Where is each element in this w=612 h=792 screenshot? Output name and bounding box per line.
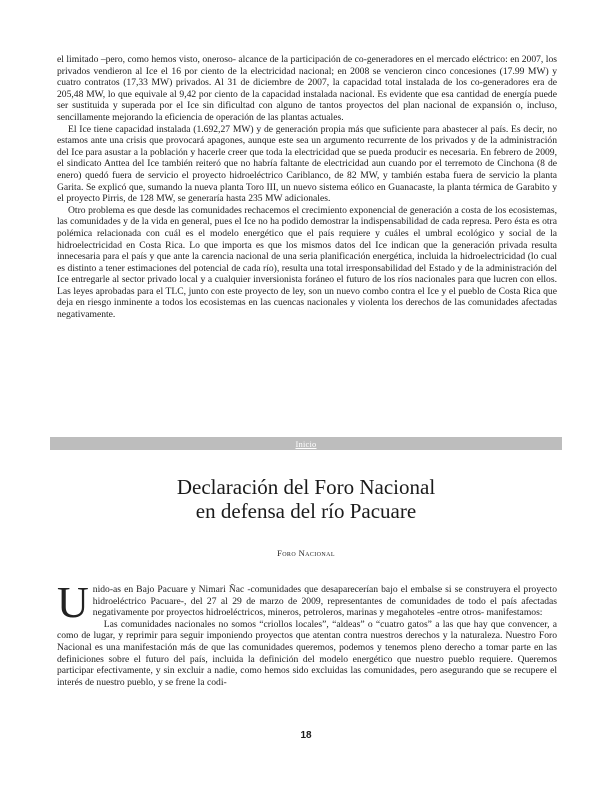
paragraph: El Ice tiene capacidad instalada (1.692,27 MW) y de generación propia más que suficiente para abastecer al país. Es decir, no estamos ante una crisis que provocará apagones, aunque este sea un argumento recurrente de los privados y de la administración del Ice para asustar a la población y hacerle creer que toda la electricidad que se pueda producir es necesaria. En febrero de 2009, el sindicato Anttea del Ice también reiteró que no habría faltante de electricidad aun cuando por el terremoto de Cinchona (8 de enero) quedó fuera de servicio el proyecto hidroeléctrico Cariblanco, de 82 MW, y también estaba fuera de servicio la planta Garita. Se explicó que, sumando la nueva planta Toro III, un nuevo sistema eólico en Guanacaste, la planta térmica de Garabito y el proyecto Pirris, de 128 MW, se generaría hasta 235 MW adicionales. xyxy=(57,123,557,205)
article-second-paragraph: Las comunidades nacionales no somos “criollos locales”, “aldeas” o “cuatro gatos” a las que hay que convencer, a como de lugar, y reprimir para seguir imponiendo proyectos que atentan contra nuestros derechos y la naturaleza. Nuestro Foro Nacional es una manifestación más de que las comunidades queremos, podemos y tenemos pleno derecho a tomar parte en las definiciones sobre el futuro del país, incluida la definición del modelo energético que nuestro pueblo requiere. Queremos participar efectivamente, y sin excluir a nadie, como hemos sido excluidas las comunidades, pero asegurando que se recupere el interés de nuestro pueblo, y se frene la codi- xyxy=(57,618,557,688)
page-number: 18 xyxy=(300,730,312,741)
home-link[interactable]: Inicio xyxy=(295,438,317,449)
article-author: Foro Nacional xyxy=(277,548,335,558)
article-title-line-2: en defensa del río Pacuare xyxy=(195,499,417,523)
article-first-paragraph xyxy=(57,578,557,627)
article-body xyxy=(57,578,557,688)
previous-article-text xyxy=(57,54,557,321)
first-paragraph-text: nido-as en Bajo Pacuare y Nimari Ñac -comunidades que desaparecerían bajo el embalse si se construyera el proyecto hidroeléctrico Pacuare-, del 27 al 29 de marzo de 2009, representantes de comunidades de todo el país afectadas negativamente por proyectos hidroeléctricos, mineros, petroleros, marinas y megahoteles -entre otros- manifestamos: xyxy=(92,584,557,619)
paragraph: Otro problema es que desde las comunidades rechacemos el crecimiento exponencial de generación a costa de los ecosistemas, las comunidades y de la vida en general, pues el Ice no ha podido demostrar la indispensabilidad de cada represa. Pero ésta es otra polémica relacionada con cuál es el modelo energético que el país requiere y cuáles el umbral ecológico y social de la hidroelectricidad en Costa Rica. Lo que importa es que los mismos datos del Ice indican que la generación privada resulta innecesaria para el país y que ante la carencia nacional de una seria planificación energética, incluida la hidroelectricidad (lo cual es distinto a tener estimaciones del potencial de cada río), resulta una total irresponsabilidad del Estado y de la administración del Ice entregarle al sector privado local y a cualquier inversionista foráneo el futuro de los ríos nacionales para que lucren con ellos. Las leyes aprobadas para el TLC, junto con este proyecto de ley, son un nuevo combo contra el Ice y el pueblo de Costa Rica que deja en riesgo inminente a todos los ecosistemas en las cuencas nacionales y violenta los derechos de las comunidades afectadas negativamente. xyxy=(57,204,557,321)
section-divider-band xyxy=(50,437,562,450)
paragraph: el limitado –pero, como hemos visto, oneroso- alcance de la participación de co-generadores en el mercado eléctrico: en 2007, los privados vendieron al Ice el 16 por ciento de la electricidad nacional; en 2008 se vencieron cinco concesiones (17.99 MW) y cuatro contratos (17,33 MW) privados. Al 31 de diciembre de 2007, la capacidad total instalada de los co-generadores era de 205,48 MW, lo que equivale al 9,42 por ciento de la capacidad instalada nacional. Es evidente que esa cantidad de energía puede ser sustituida y superada por el Ice sin dificultad con alguno de tantos proyectos del plan nacional de expansión o, incluso, sencillamente mejorando la eficiencia de operación de las plantas actuales. xyxy=(57,54,557,123)
article-title-line-1: Declaración del Foro Nacional xyxy=(176,475,436,499)
drop-cap: U xyxy=(57,578,89,627)
article-title xyxy=(0,475,612,523)
